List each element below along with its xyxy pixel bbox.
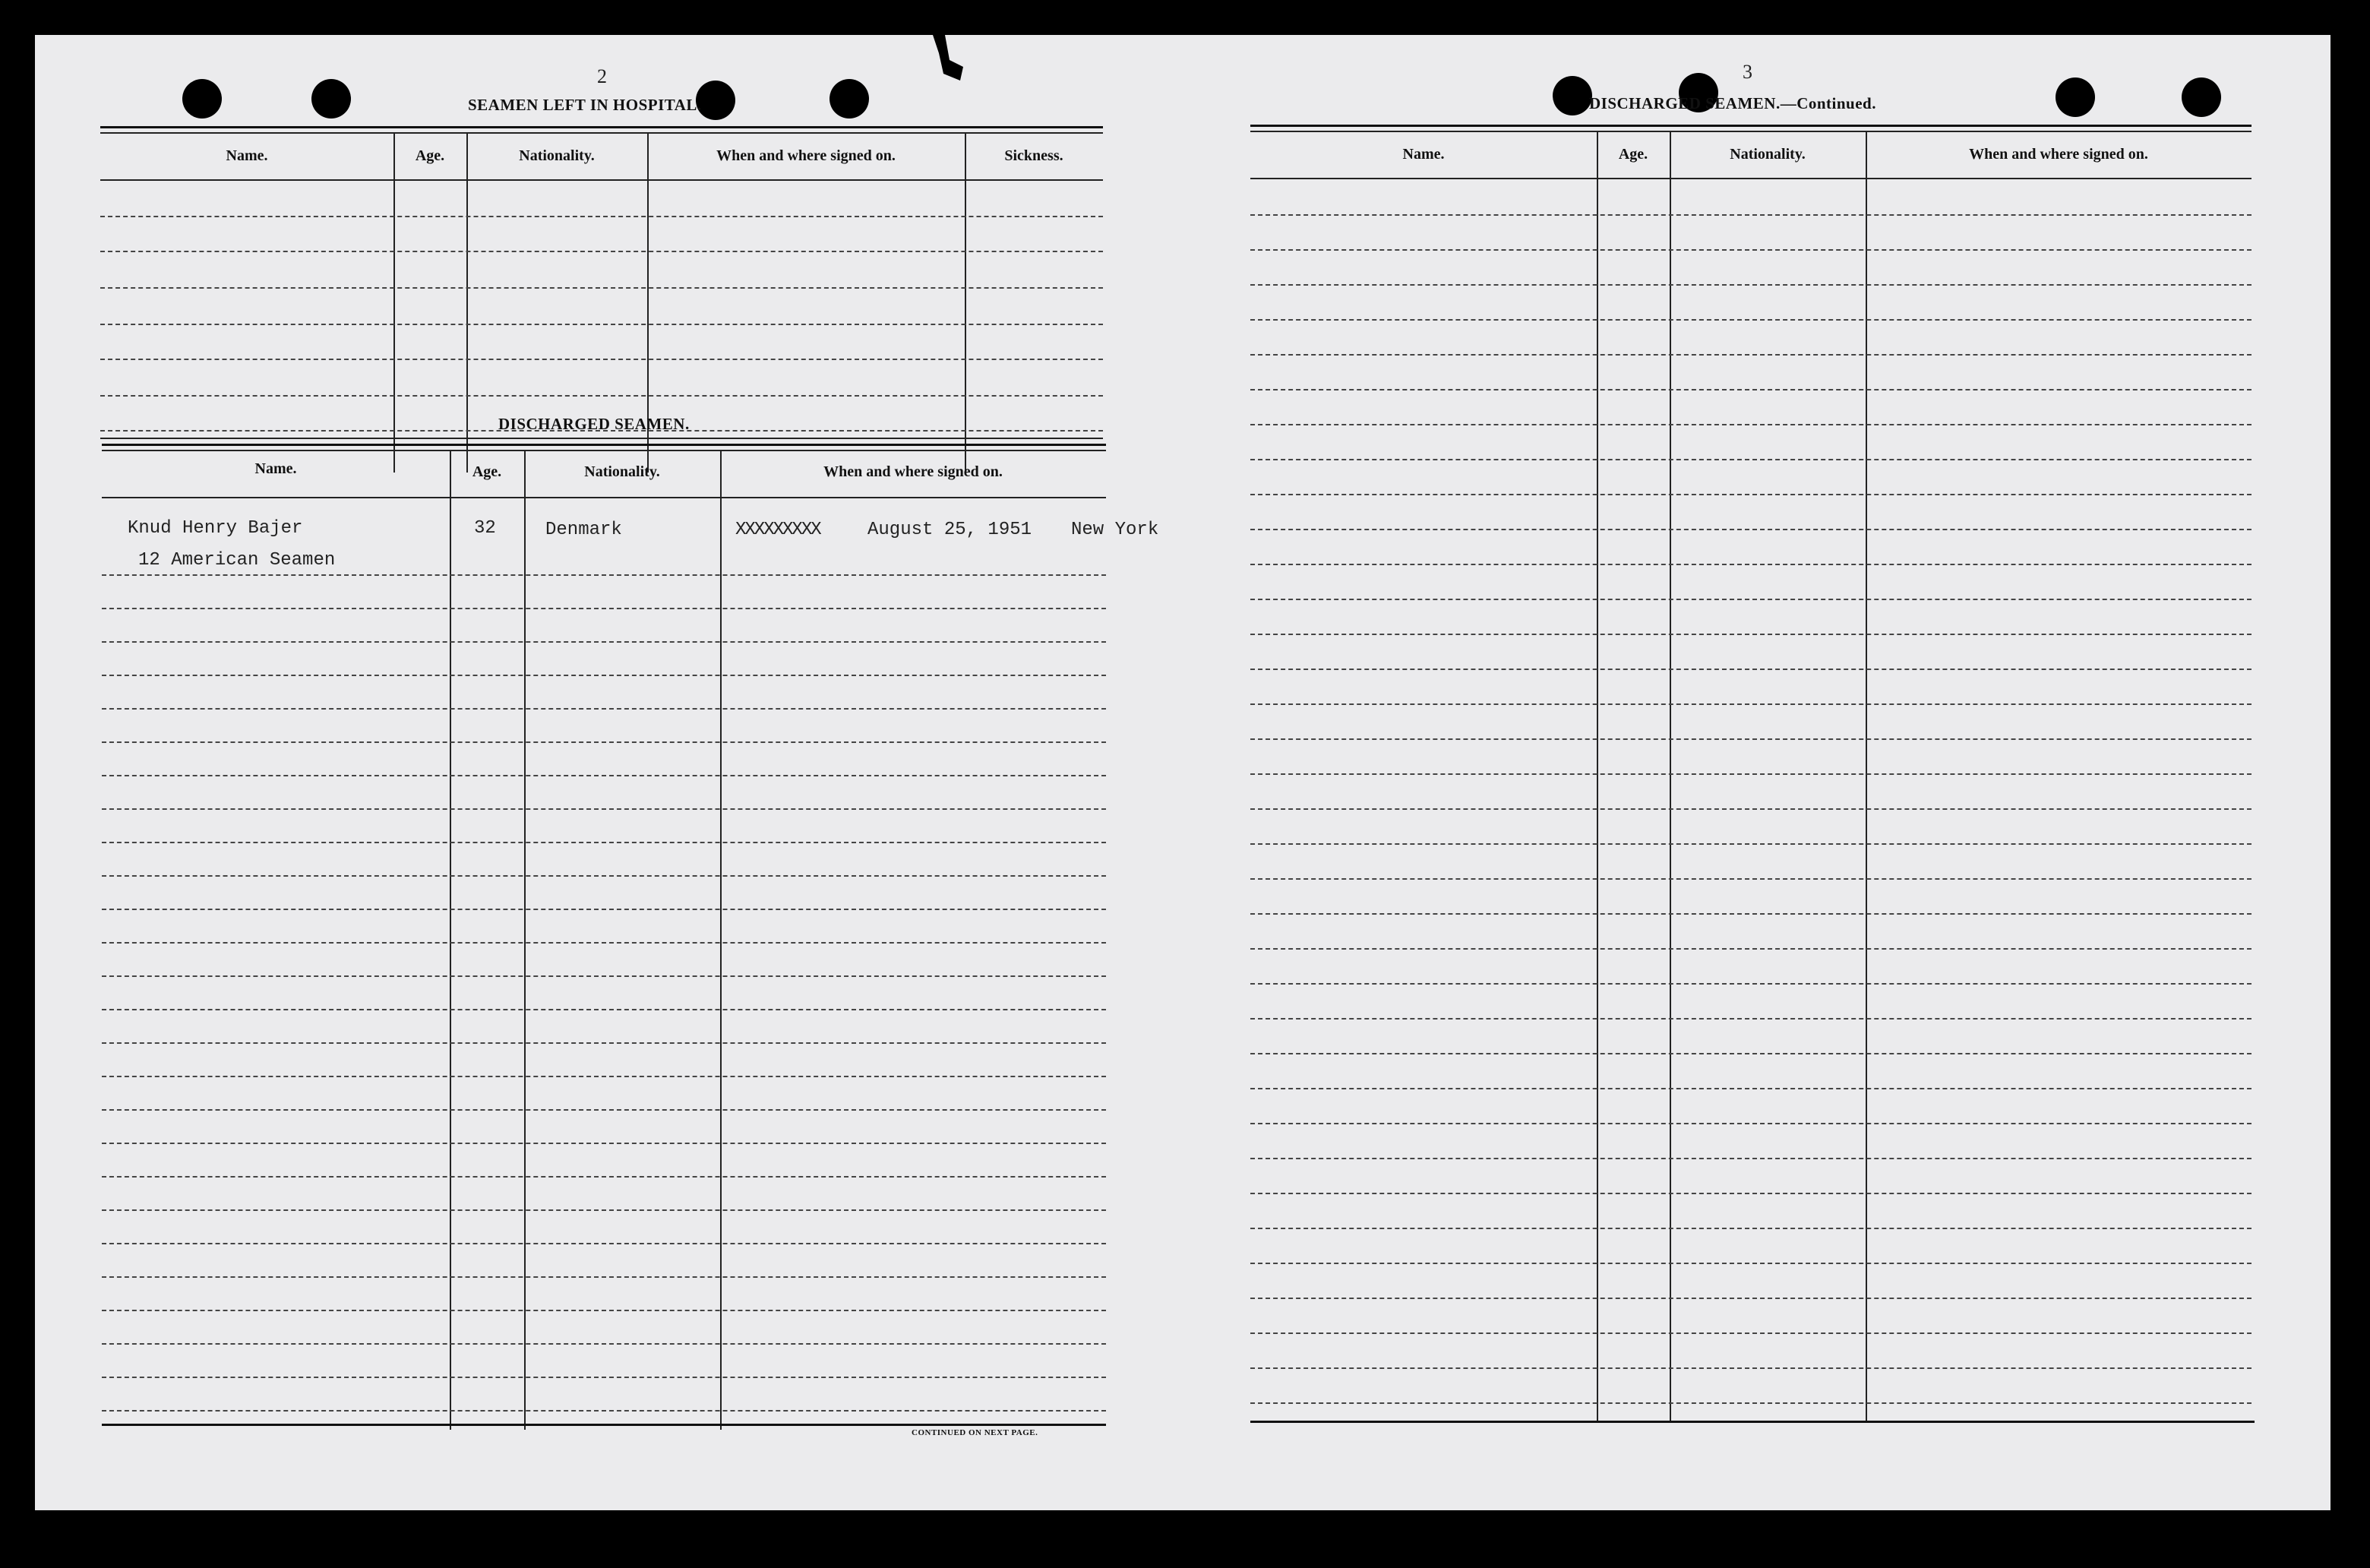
continued-col-nationality: Nationality. [1730,146,1806,163]
discharged-continued-title: DISCHARGED SEAMEN.—Continued. [1589,94,1876,112]
discharged-col-age: Age. [472,463,502,480]
entry-name-2: 12 American Seamen [138,550,336,571]
discharged-col-name: Name. [254,460,297,477]
hospital-col-age: Age. [415,147,445,164]
discharged-col-nationality: Nationality. [584,463,660,480]
hospital-col-name: Name. [226,147,268,164]
entry-nationality: Denmark [545,520,622,540]
page-number: 2 [597,65,607,87]
entry-age: 32 [474,518,496,539]
entry-signed-on-place: New York [1071,520,1159,540]
continued-footer: CONTINUED ON NEXT PAGE. [912,1428,1038,1437]
hospital-col-sickness: Sickness. [1004,147,1063,164]
continued-col-name: Name. [1402,146,1445,163]
page-number: 3 [1743,61,1752,83]
hospital-col-signed-on: When and where signed on. [716,147,896,164]
entry-name: Knud Henry Bajer [128,518,303,539]
hospital-section-title: SEAMEN LEFT IN HOSPITAL. [468,96,702,114]
continued-col-age: Age. [1618,146,1648,163]
entry-signed-on-date: August 25, 1951 [867,520,1032,540]
continued-col-signed-on: When and where signed on. [1969,146,2148,163]
discharged-col-signed-on: When and where signed on. [823,463,1003,480]
hospital-col-nationality: Nationality. [519,147,595,164]
discharged-section-title: DISCHARGED SEAMEN. [498,415,690,433]
left-page [99,0,1159,1475]
entry-struck-text: XXXXXXXXX [735,520,820,540]
right-page [1250,0,2261,1475]
